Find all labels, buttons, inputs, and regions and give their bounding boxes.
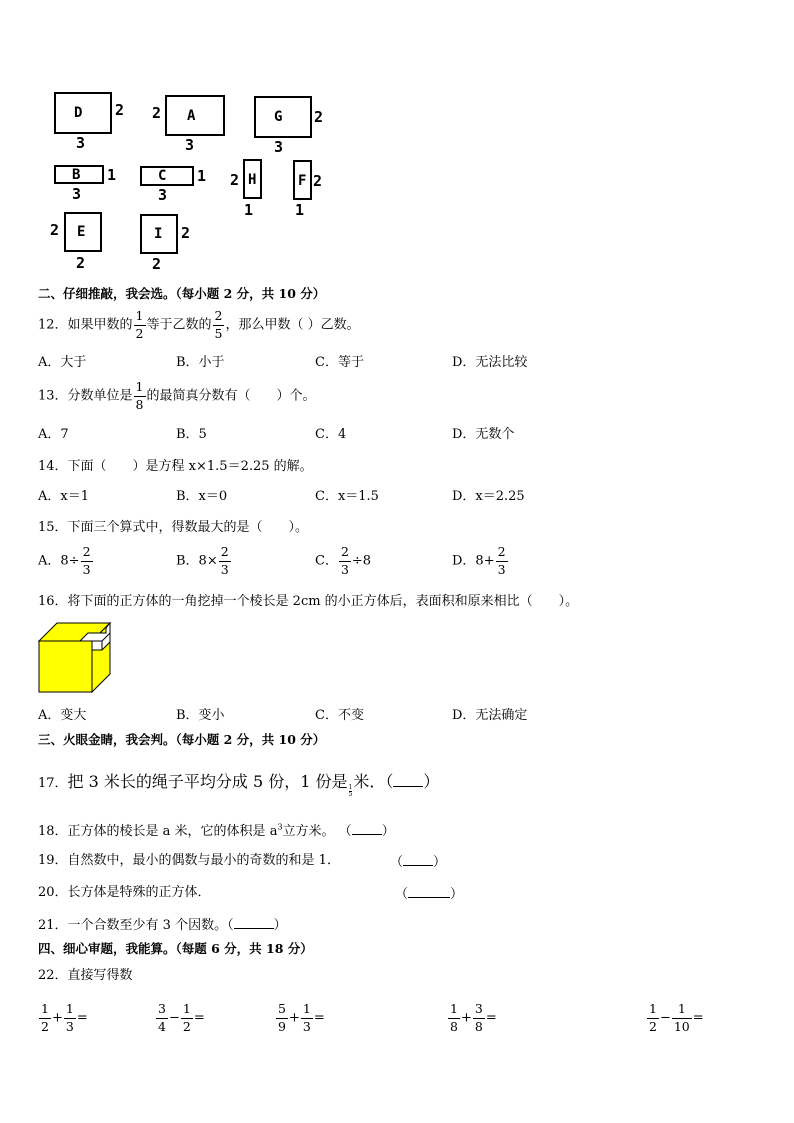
rect-a-height: 2 (152, 104, 162, 122)
q22-4-b-num: 3 (474, 1001, 483, 1016)
q22-item-2[interactable] (155, 1003, 205, 1033)
rect-d-height: 2 (115, 101, 125, 119)
q15-option-a[interactable] (38, 546, 94, 576)
q22-5-frac-a (647, 1003, 659, 1033)
q22-1-b-num: 1 (65, 1001, 74, 1016)
rect-c-letter: C (158, 168, 167, 184)
q12-f2-numerator: 2 (214, 308, 223, 323)
q19-answer-blank[interactable] (403, 854, 433, 866)
q21-text: 21．一个合数至少有 3 个因数。（ (38, 918, 234, 933)
q22-4-frac-a (448, 1003, 460, 1033)
q15-d-fraction (496, 546, 508, 576)
q18-answer-blank[interactable] (352, 823, 382, 835)
q22-3-a-den: 9 (278, 1018, 286, 1034)
section2-title: 二、仔细推敲，我会选。（每小题 2 分，共 10 分） (38, 286, 326, 301)
q15-a-numerator: 2 (82, 544, 91, 559)
rect-h-height: 2 (230, 171, 240, 189)
q22-4-frac-b (473, 1003, 485, 1033)
q17-suffix: 米．（ (353, 772, 394, 791)
q22-5-a-den: 2 (649, 1018, 657, 1034)
rect-c (140, 166, 194, 186)
q12-fraction-1 (134, 310, 146, 340)
q14-stem: 14．下面（ ）是方程 x×1.5＝2.25 的解。 (38, 459, 313, 474)
q18-suffix: 立方米。 （ (282, 824, 352, 839)
q20-answer (395, 886, 463, 901)
q13-fraction (134, 381, 146, 411)
q15-a-fraction (81, 546, 93, 576)
q13-option-d[interactable]: D．无数个 (452, 427, 515, 442)
q16-option-c[interactable]: C．不变 (315, 708, 364, 723)
q12-f1-numerator: 1 (135, 308, 144, 323)
q22-3-frac-a (276, 1003, 288, 1033)
q15-b-denominator: 3 (220, 561, 229, 577)
q13-option-c[interactable]: C．4 (315, 427, 347, 442)
q21-answer-blank[interactable] (234, 917, 274, 929)
rect-e-width: 2 (76, 254, 86, 272)
q13-prefix: 13．分数单位是 (38, 388, 133, 404)
q22-5-eq: = (692, 1010, 704, 1026)
q17-text: 把 3 米长的绳子平均分成 5 份，1 份是 (67, 772, 348, 791)
q22-2-frac-a (156, 1003, 168, 1033)
rect-f-height: 2 (313, 172, 323, 190)
q22-3-b-den: 3 (302, 1018, 311, 1034)
q22-4-a-den: 8 (450, 1018, 458, 1034)
q22-1-a-den: 2 (41, 1018, 49, 1034)
q17-close: ） (423, 772, 440, 791)
q22-2-a-den: 4 (158, 1018, 166, 1034)
q22-2-a-num: 3 (158, 1001, 166, 1016)
q13-numerator: 1 (135, 379, 144, 394)
q22-1-eq: = (76, 1010, 88, 1026)
q22-1-a-num: 1 (41, 1001, 49, 1016)
q12-mid: 等于乙数的 (146, 317, 212, 333)
q22-5-a-num: 1 (649, 1001, 657, 1016)
q17-numerator: 1 (348, 784, 353, 791)
q15-d-denominator: 3 (497, 561, 506, 577)
q14-option-a[interactable]: A．x＝1 (38, 489, 89, 504)
rect-g (254, 96, 312, 138)
rect-b-height: 1 (107, 166, 117, 184)
q22-title: 22．直接写得数 (38, 968, 133, 983)
q15-option-b[interactable] (176, 546, 232, 576)
q12-option-b[interactable]: B．小于 (176, 355, 225, 370)
q12-suffix: ，那么甲数（ ）乙数。 (225, 317, 360, 333)
q12-option-c[interactable]: C．等于 (315, 355, 364, 370)
q21-stem (38, 917, 287, 932)
cube-figure (38, 622, 112, 694)
q15-d-prefix: D．8+ (452, 553, 495, 569)
q19-stem: 19．自然数中，最小的偶数与最小的奇数的和是 1． (38, 853, 340, 868)
q22-item-1[interactable] (38, 1003, 88, 1033)
q15-d-numerator: 2 (497, 544, 506, 559)
rect-i-letter: I (154, 226, 163, 242)
rect-d-letter: D (74, 105, 83, 121)
q15-a-prefix: A．8÷ (38, 553, 80, 569)
rect-g-width: 3 (274, 138, 284, 156)
q14-option-c[interactable]: C．x＝1.5 (315, 489, 379, 504)
q15-c-fraction (339, 546, 351, 576)
q16-option-d[interactable]: D．无法确定 (452, 708, 528, 723)
q22-3-op: + (288, 1010, 300, 1026)
q19-open: （ (390, 855, 404, 870)
rect-d-width: 3 (76, 134, 86, 152)
q22-2-op: − (168, 1010, 180, 1026)
q22-3-frac-b (301, 1003, 313, 1033)
q17-prefix: 17． (38, 776, 68, 791)
q13-denominator: 8 (135, 396, 144, 412)
rect-b-width: 3 (72, 185, 82, 203)
q12-f1-denominator: 2 (135, 325, 144, 341)
rect-e-height: 2 (50, 221, 60, 239)
q22-1-b-den: 3 (65, 1018, 74, 1034)
q19-close: ） (433, 855, 447, 870)
rect-a-width: 3 (185, 136, 195, 154)
rect-f-letter: F (298, 173, 307, 189)
q22-5-op: − (659, 1010, 671, 1026)
q15-option-c[interactable] (315, 546, 371, 576)
q15-c-denominator: 3 (340, 561, 349, 577)
q15-b-fraction (219, 546, 231, 576)
rect-h-width: 1 (244, 201, 254, 219)
rect-c-height: 1 (197, 167, 207, 185)
q20-open: （ (395, 887, 409, 902)
rect-f-width: 1 (295, 201, 305, 219)
q22-3-b-num: 1 (302, 1001, 311, 1016)
q22-item-5[interactable] (646, 1003, 704, 1033)
rect-d (54, 92, 112, 134)
q12-fraction-2 (213, 310, 225, 340)
q15-option-d[interactable] (452, 546, 509, 576)
q22-2-b-den: 2 (182, 1018, 191, 1034)
rect-i-height: 2 (181, 224, 191, 242)
q22-5-b-den: 10 (673, 1018, 690, 1034)
q16-option-b[interactable]: B．变小 (176, 708, 225, 723)
q22-3-a-num: 5 (278, 1001, 286, 1016)
q12-option-d[interactable]: D．无法比较 (452, 355, 528, 370)
q18-stem (38, 823, 395, 838)
q12-f2-denominator: 5 (214, 325, 223, 341)
rect-h-letter: H (248, 172, 257, 188)
q22-item-4[interactable] (447, 1003, 497, 1033)
q18-sup: 3 (277, 822, 283, 832)
q22-3-eq: = (313, 1010, 325, 1026)
q22-4-b-den: 8 (474, 1018, 483, 1034)
q16-option-a[interactable]: A．变大 (38, 708, 87, 723)
q15-c-suffix: ÷8 (351, 553, 372, 569)
q14-option-b[interactable]: B．x＝0 (176, 489, 228, 504)
rect-i-width: 2 (152, 255, 162, 273)
section3-title: 三、火眼金睛，我会判。（每小题 2 分，共 10 分） (38, 732, 326, 747)
q20-answer-blank[interactable] (408, 886, 450, 898)
q12-option-a[interactable]: A．大于 (38, 355, 87, 370)
q16-stem: 16．将下面的正方体的一角挖掉一个棱长是 2cm 的小正方体后，表面积和原来相比（ ）。 (38, 594, 579, 609)
q22-4-a-num: 1 (450, 1001, 458, 1016)
q21-close: ） (273, 918, 287, 933)
q13-stem (38, 381, 316, 411)
q17-denominator: 5 (348, 791, 353, 798)
q22-5-b-num: 1 (677, 1001, 686, 1016)
rect-e-letter: E (77, 224, 86, 240)
q22-1-frac-a (39, 1003, 51, 1033)
q15-c-prefix: C． (315, 553, 338, 569)
rect-b-letter: B (72, 167, 81, 183)
q14-option-d[interactable]: D．x＝2.25 (452, 489, 525, 504)
q17-answer-blank[interactable] (393, 772, 423, 787)
q20-stem: 20．长方体是特殊的正方体． (38, 885, 211, 900)
q22-1-frac-b (64, 1003, 76, 1033)
q17-stem (38, 772, 439, 798)
q22-1-op: + (51, 1010, 63, 1026)
q18-text: 18．正方体的棱长是 a 米，它的体积是 a (38, 824, 278, 839)
q15-stem: 15．下面三个算式中，得数最大的是（ ）。 (38, 520, 309, 535)
cube-front-face (39, 641, 92, 692)
q22-5-frac-b (672, 1003, 692, 1033)
q15-b-prefix: B．8× (176, 553, 218, 569)
rect-g-height: 2 (314, 108, 324, 126)
q12-prefix: 12．如果甲数的 (38, 317, 133, 333)
q22-4-op: + (460, 1010, 472, 1026)
q22-2-frac-b (181, 1003, 193, 1033)
q19-answer (390, 854, 446, 869)
q17-fraction (349, 785, 353, 798)
q13-option-b[interactable]: B．5 (176, 427, 207, 442)
section4-title: 四、细心审题，我能算。（每题 6 分，共 18 分） (38, 941, 313, 956)
q15-a-denominator: 3 (82, 561, 91, 577)
q22-2-b-num: 1 (182, 1001, 191, 1016)
q15-c-numerator: 2 (340, 544, 349, 559)
q22-2-eq: = (193, 1010, 205, 1026)
q13-option-a[interactable]: A．7 (38, 427, 69, 442)
rect-c-width: 3 (158, 186, 168, 204)
q15-b-numerator: 2 (220, 544, 229, 559)
q22-4-eq: = (485, 1010, 497, 1026)
q18-close: ） (381, 824, 395, 839)
q22-item-3[interactable] (275, 1003, 325, 1033)
q12-stem (38, 310, 360, 340)
rect-a-letter: A (187, 108, 196, 124)
q20-close: ） (450, 887, 464, 902)
q13-suffix: 的最简真分数有（ ）个。 (146, 388, 316, 404)
rect-g-letter: G (274, 109, 283, 125)
